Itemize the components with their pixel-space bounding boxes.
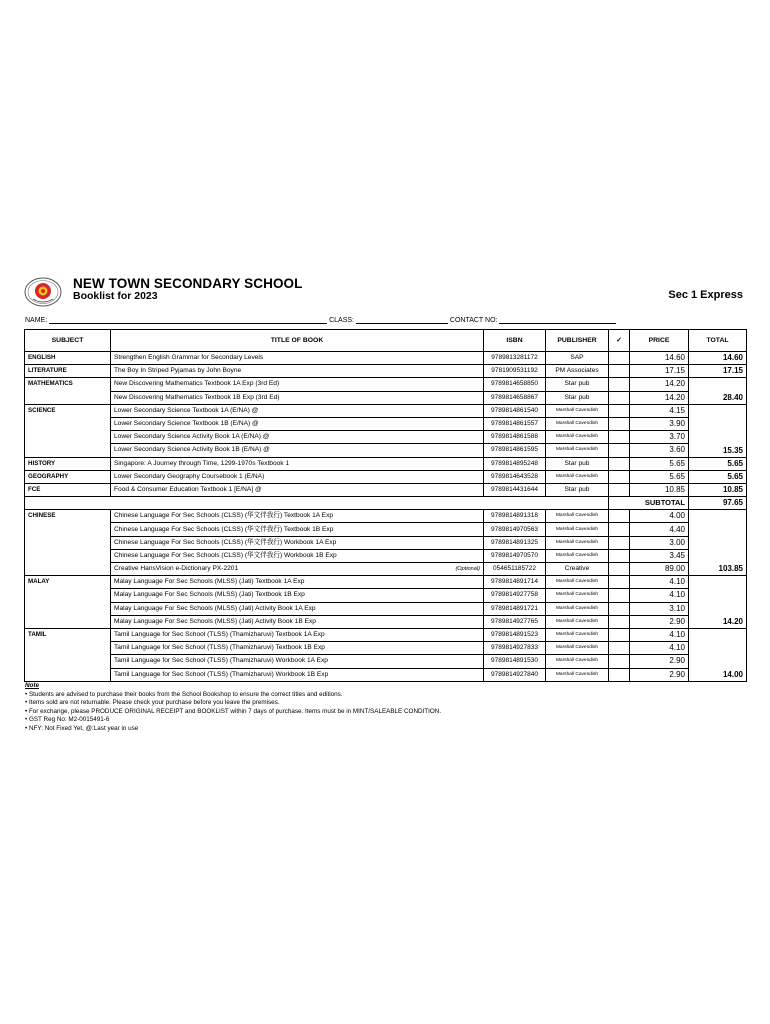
- table-row: [25, 549, 747, 562]
- title-text: The Boy In Striped Pyjamas by John Boyne: [114, 367, 242, 375]
- isbn-cell: 9789814658867: [484, 391, 546, 404]
- check-cell[interactable]: [609, 523, 630, 536]
- note-item: • GST Reg No: M2-0015491-6: [25, 716, 110, 724]
- publisher-cell: Marshall Cavendish: [546, 444, 609, 457]
- price-cell: 5.65: [630, 457, 689, 470]
- isbn-cell: 9789814861595: [484, 444, 546, 457]
- total-cell: 10.85: [689, 483, 747, 496]
- total-cell: 28.40: [689, 378, 747, 404]
- publisher-cell: Star pub: [546, 483, 609, 496]
- check-cell[interactable]: [609, 510, 630, 523]
- isbn-cell: 9789814927765: [484, 615, 546, 628]
- publisher-cell: Marshall Cavendish: [546, 589, 609, 602]
- subject-cell: MALAY: [25, 576, 111, 629]
- title-cell: [111, 417, 484, 430]
- price-cell: 2.90: [630, 615, 689, 628]
- total-cell: 5.65: [689, 457, 747, 470]
- publisher-cell: Marshall Cavendish: [546, 576, 609, 589]
- subject-cell: HISTORY: [25, 457, 111, 470]
- subject-cell: SCIENCE: [25, 404, 111, 457]
- class-field[interactable]: [356, 315, 448, 324]
- title-cell: [111, 549, 484, 562]
- title-text: Chinese Language For Sec Schools (CLSS) (华文伴我行) Textbook 1A Exp: [114, 512, 334, 520]
- table-row: [25, 483, 747, 496]
- publisher-cell: Star pub: [546, 378, 609, 391]
- check-cell[interactable]: [609, 536, 630, 549]
- price-cell: 4.15: [630, 404, 689, 417]
- title-text: Malay Language For Sec Schools (MLSS) (Jati) Textbook 1A Exp: [114, 578, 305, 586]
- total-cell: 14.60: [689, 352, 747, 365]
- price-cell: 4.10: [630, 589, 689, 602]
- check-cell[interactable]: [609, 404, 630, 417]
- title-text: Strengthen English Grammar for Secondary Levels: [114, 354, 264, 362]
- table-row: [25, 431, 747, 444]
- total-cell: 103.85: [689, 510, 747, 576]
- check-cell[interactable]: [609, 642, 630, 655]
- publisher-cell: Marshall Cavendish: [546, 549, 609, 562]
- price-cell: 3.90: [630, 417, 689, 430]
- title-cell: [111, 576, 484, 589]
- name-label: NAME:: [25, 317, 48, 324]
- title-cell: [111, 523, 484, 536]
- table-row: [25, 615, 747, 628]
- total-cell: 14.00: [689, 628, 747, 681]
- notes-section: [25, 682, 441, 734]
- total-cell: 15.35: [689, 404, 747, 457]
- level-label: Sec 1 Express: [668, 289, 743, 301]
- title-text: Chinese Language For Sec Schools (CLSS) (华文伴我行) Workbook 1B Exp: [114, 551, 337, 559]
- total-cell: 17.15: [689, 365, 747, 378]
- price-cell: 4.00: [630, 510, 689, 523]
- check-cell[interactable]: [609, 483, 630, 496]
- table-row: [25, 602, 747, 615]
- table-row: [25, 523, 747, 536]
- subject-cell: ENGLISH: [25, 352, 111, 365]
- isbn-cell: 9789814927758: [484, 589, 546, 602]
- title-cell: [111, 615, 484, 628]
- check-cell[interactable]: [609, 365, 630, 378]
- publisher-cell: Marshall Cavendish: [546, 510, 609, 523]
- title-cell: [111, 431, 484, 444]
- publisher-cell: Marshall Cavendish: [546, 417, 609, 430]
- check-cell[interactable]: [609, 655, 630, 668]
- publisher-cell: Marshall Cavendish: [546, 536, 609, 549]
- table-row: [25, 563, 747, 576]
- title-text: Chinese Language For Sec Schools (CLSS) (华文伴我行) Textbook 1B Exp: [114, 525, 334, 533]
- title-cell: [111, 457, 484, 470]
- isbn-cell: 9789814658850: [484, 378, 546, 391]
- check-cell[interactable]: [609, 628, 630, 641]
- title-text: Malay Language For Sec Schools (MLSS) (Jati) Activity Book 1A Exp: [114, 604, 316, 612]
- table-row: [25, 642, 747, 655]
- check-cell[interactable]: [609, 668, 630, 681]
- title-cell: [111, 536, 484, 549]
- title-text: Malay Language For Sec Schools (MLSS) (Jati) Activity Book 1B Exp: [114, 617, 316, 625]
- title-text: Tamil Language for Sec School (TLSS) (Thamizharuvi) Textbook 1A Exp: [114, 631, 325, 639]
- class-label: CLASS:: [329, 317, 354, 324]
- isbn-cell: 9789813281172: [484, 352, 546, 365]
- price-cell: 2.90: [630, 655, 689, 668]
- title-text: Singapore: A Journey through Time, 1299-1970s Textbook 1: [114, 459, 290, 467]
- title-text: Tamil Language for Sec School (TLSS) (Thamizharuvi) Workbook 1B Exp: [114, 670, 329, 678]
- publisher-cell: Marshall Cavendish: [546, 668, 609, 681]
- publisher-cell: Creative: [546, 563, 609, 576]
- subject-header: SUBJECT: [25, 330, 111, 352]
- title-cell: [111, 378, 484, 391]
- table-row: [25, 365, 747, 378]
- isbn-cell: 9789814891325: [484, 536, 546, 549]
- subtotal-label: SUBTOTAL: [609, 497, 689, 510]
- table-row: [25, 510, 747, 523]
- price-cell: 14.20: [630, 391, 689, 404]
- optional-note: (Optional): [455, 566, 480, 573]
- check-cell[interactable]: [609, 576, 630, 589]
- name-field[interactable]: [49, 315, 327, 324]
- total-cell: 14.20: [689, 576, 747, 629]
- title-text: Chinese Language For Sec Schools (CLSS) (华文伴我行) Workbook 1A Exp: [114, 538, 337, 546]
- publisher-cell: PM Associates: [546, 365, 609, 378]
- table-row: [25, 352, 747, 365]
- isbn-cell: 9789814927833: [484, 642, 546, 655]
- title-text: Lower Secondary Science Activity Book 1A (E/NA) @: [114, 433, 270, 441]
- table-row: [25, 668, 747, 681]
- price-cell: 10.85: [630, 483, 689, 496]
- isbn-cell: 9789814891714: [484, 576, 546, 589]
- table-row: [25, 378, 747, 391]
- isbn-cell: 9781909531192: [484, 365, 546, 378]
- subject-cell: MATHEMATICS: [25, 378, 111, 404]
- publisher-cell: Marshall Cavendish: [546, 470, 609, 483]
- title-cell: [111, 589, 484, 602]
- title-header: TITLE OF BOOK: [111, 330, 484, 352]
- price-cell: 2.90: [630, 668, 689, 681]
- publisher-header: PUBLISHER: [546, 330, 609, 352]
- price-cell: 4.40: [630, 523, 689, 536]
- check-cell[interactable]: [609, 352, 630, 365]
- publisher-cell: Star pub: [546, 457, 609, 470]
- isbn-cell: 9789814891530: [484, 655, 546, 668]
- price-cell: 3.00: [630, 536, 689, 549]
- note-item: • For exchange, please PRODUCE ORIGINAL RECEIPT and BOOKLIST within 7 days of purchase. Items must be in MINT/SALEABLE CONDITION.: [25, 707, 442, 715]
- title-cell: [111, 642, 484, 655]
- title-cell: [111, 391, 484, 404]
- title-cell: [111, 655, 484, 668]
- price-cell: 14.60: [630, 352, 689, 365]
- subject-cell: GEOGRAPHY: [25, 470, 111, 483]
- title-cell: [111, 602, 484, 615]
- publisher-cell: Marshall Cavendish: [546, 602, 609, 615]
- title-cell: [111, 352, 484, 365]
- subtotal-row: [25, 497, 747, 510]
- table-row: [25, 536, 747, 549]
- title-cell: [111, 510, 484, 523]
- subject-cell: TAMIL: [25, 628, 111, 681]
- table-row: [25, 628, 747, 641]
- price-cell: 17.15: [630, 365, 689, 378]
- isbn-cell: 9789814861588: [484, 431, 546, 444]
- title-cell: [111, 444, 484, 457]
- check-cell[interactable]: [609, 457, 630, 470]
- price-cell: 4.10: [630, 642, 689, 655]
- publisher-cell: Marshall Cavendish: [546, 404, 609, 417]
- subtotal-spacer: [25, 497, 609, 510]
- isbn-cell: 9789814861557: [484, 417, 546, 430]
- table-row: [25, 417, 747, 430]
- check-header: ✓: [609, 330, 630, 352]
- price-cell: 5.65: [630, 470, 689, 483]
- booklist-table: [24, 329, 747, 682]
- check-cell[interactable]: [609, 444, 630, 457]
- price-header: PRICE: [630, 330, 689, 352]
- check-cell[interactable]: [609, 589, 630, 602]
- title-text: Lower Secondary Science Textbook 1B (E/NA) @: [114, 420, 259, 428]
- note-item: • Items sold are not returnable. Please check your purchase before you leave the premises.: [25, 699, 280, 707]
- table-row: [25, 391, 747, 404]
- price-cell: 3.70: [630, 431, 689, 444]
- title-text: New Discovering Mathematics Textbook 1B Exp (3rd Ed): [114, 393, 280, 401]
- title-cell: [111, 563, 484, 576]
- table-row: [25, 457, 747, 470]
- check-cell[interactable]: [609, 615, 630, 628]
- price-cell: 3.45: [630, 549, 689, 562]
- isbn-cell: 9789814970563: [484, 523, 546, 536]
- contact-label: CONTACT NO:: [449, 317, 498, 324]
- school-crest-icon: [24, 277, 62, 307]
- isbn-cell: 9789814431644: [484, 483, 546, 496]
- price-cell: 3.60: [630, 444, 689, 457]
- publisher-cell: SAP: [546, 352, 609, 365]
- isbn-cell: 9789814643528: [484, 470, 546, 483]
- title-cell: [111, 470, 484, 483]
- title-cell: [111, 628, 484, 641]
- title-cell: [111, 404, 484, 417]
- title-text: New Discovering Mathematics Textbook 1A Exp (3rd Ed): [114, 380, 280, 388]
- title-text: Lower Secondary Science Activity Book 1B (E/NA) @: [114, 446, 270, 454]
- booklist-year: Booklist for 2023: [73, 290, 158, 302]
- notes-title: Note: [25, 682, 39, 689]
- note-item: • Students are advised to purchase their books from the School Bookshop to ensure the correct titles and editions.: [25, 690, 343, 698]
- publisher-cell: Marshall Cavendish: [546, 615, 609, 628]
- check-cell[interactable]: [609, 602, 630, 615]
- note-item: • NFY: Not Fixed Yet, @:Last year in use: [25, 724, 139, 732]
- publisher-cell: Marshall Cavendish: [546, 642, 609, 655]
- isbn-cell: 9789814891318: [484, 510, 546, 523]
- isbn-cell: 9789814861540: [484, 404, 546, 417]
- title-cell: [111, 365, 484, 378]
- price-cell: 4.10: [630, 628, 689, 641]
- table-row: [25, 444, 747, 457]
- subject-cell: CHINESE: [25, 510, 111, 576]
- isbn-cell: 9789814891523: [484, 628, 546, 641]
- isbn-cell: 054651185722: [484, 563, 546, 576]
- publisher-cell: Marshall Cavendish: [546, 655, 609, 668]
- title-text: Creative HansVision e-Dictionary PX-2201: [114, 565, 239, 573]
- price-cell: 14.20: [630, 378, 689, 391]
- title-text: Tamil Language for Sec School (TLSS) (Thamizharuvi) Textbook 1B Exp: [114, 644, 325, 652]
- contact-field[interactable]: [499, 315, 616, 324]
- publisher-cell: Star pub: [546, 391, 609, 404]
- subject-cell: LITERATURE: [25, 365, 111, 378]
- price-cell: 89.00: [630, 563, 689, 576]
- table-row: [25, 470, 747, 483]
- check-cell[interactable]: [609, 417, 630, 430]
- subject-cell: FCE: [25, 483, 111, 496]
- table-row: [25, 589, 747, 602]
- check-cell[interactable]: [609, 378, 630, 391]
- check-cell[interactable]: [609, 563, 630, 576]
- title-text: Lower Secondary Geography Coursebook 1 (E/NA): [114, 472, 265, 480]
- subtotal-value: 97.65: [689, 497, 747, 510]
- table-row: [25, 404, 747, 417]
- title-cell: [111, 483, 484, 496]
- check-cell[interactable]: [609, 431, 630, 444]
- title-cell: [111, 668, 484, 681]
- isbn-cell: 9789814891721: [484, 602, 546, 615]
- publisher-cell: Marshall Cavendish: [546, 523, 609, 536]
- publisher-cell: Marshall Cavendish: [546, 628, 609, 641]
- table-row: [25, 576, 747, 589]
- isbn-header: ISBN: [484, 330, 546, 352]
- check-cell[interactable]: [609, 391, 630, 404]
- publisher-cell: Marshall Cavendish: [546, 431, 609, 444]
- check-cell[interactable]: [609, 470, 630, 483]
- title-text: Tamil Language for Sec School (TLSS) (Thamizharuvi) Workbook 1A Exp: [114, 657, 328, 665]
- total-cell: 5.65: [689, 470, 747, 483]
- isbn-cell: 9789814927840: [484, 668, 546, 681]
- school-name: NEW TOWN SECONDARY SCHOOL: [73, 276, 303, 291]
- price-cell: 3.10: [630, 602, 689, 615]
- title-text: Food & Consumer Education Textbook 1 [E/NA] @: [114, 485, 262, 493]
- isbn-cell: 9789814895248: [484, 457, 546, 470]
- isbn-cell: 9789814970570: [484, 549, 546, 562]
- total-header: TOTAL: [689, 330, 747, 352]
- table-row: [25, 655, 747, 668]
- student-info-row: [25, 315, 616, 324]
- title-text: Lower Secondary Science Textbook 1A (E/NA) @: [114, 406, 259, 414]
- title-text: Malay Language For Sec Schools (MLSS) (Jati) Textbook 1B Exp: [114, 591, 305, 599]
- check-cell[interactable]: [609, 549, 630, 562]
- table-header: [25, 330, 747, 352]
- price-cell: 4.10: [630, 576, 689, 589]
